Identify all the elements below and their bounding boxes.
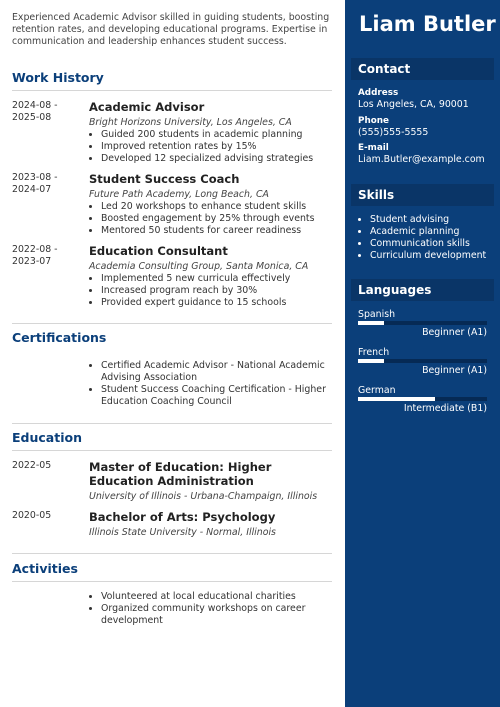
contact-heading: Contact	[358, 62, 411, 76]
list-item: • Organized community workshops on career development	[101, 603, 332, 627]
certifications-heading: Certifications	[12, 330, 107, 345]
language-item	[358, 385, 487, 415]
skills-heading-bar	[351, 184, 494, 206]
email-label: E-mail	[358, 143, 389, 153]
divider	[12, 423, 332, 424]
list-item: • Certified Academic Advisor - National Academic Advising Association	[101, 360, 332, 384]
list-item: • Guided 200 students in academic planning	[101, 129, 332, 141]
degree-title: Bachelor of Arts: Psychology	[89, 510, 276, 524]
contact-heading-bar	[351, 58, 494, 80]
address-value: Los Angeles, CA, 90001	[358, 99, 469, 110]
job-bullets	[89, 273, 332, 309]
list-item: • Mentored 50 students for career readiness	[101, 225, 332, 237]
language-level: Intermediate (B1)	[403, 403, 487, 414]
phone-label: Phone	[358, 116, 389, 126]
language-level: Beginner (A1)	[422, 365, 487, 376]
language-level-fill	[358, 321, 384, 325]
list-item: • Curriculum development	[370, 250, 486, 262]
sidebar	[345, 0, 500, 707]
candidate-name: Liam Butler	[359, 12, 496, 36]
list-item: • Student Success Coaching Certification - Higher Education Coaching Council	[101, 384, 332, 408]
language-level: Beginner (A1)	[422, 327, 487, 338]
job-employer: Academia Consulting Group, Santa Monica, CA	[89, 261, 309, 272]
language-item	[358, 309, 487, 339]
list-item: • Led 20 workshops to enhance student skills	[101, 201, 332, 213]
list-item: • Developed 12 specialized advising strategies	[101, 153, 332, 165]
education-date: 2020-05	[12, 510, 52, 521]
divider	[12, 553, 332, 554]
list-item: • Implemented 5 new curricula effectively	[101, 273, 332, 285]
language-level-bar	[358, 321, 487, 325]
phone-value: (555)555-5555	[358, 127, 429, 138]
job-title: Student Success Coach	[89, 172, 240, 186]
language-level-bar	[358, 359, 487, 363]
work-date: 2023-08 - 2024-07	[12, 172, 58, 195]
list-item: • Communication skills	[370, 238, 486, 250]
job-title: Academic Advisor	[89, 100, 205, 114]
education-heading: Education	[12, 430, 82, 445]
divider	[12, 323, 332, 324]
address-label: Address	[358, 88, 399, 98]
work-date: 2024-08 - 2025-08	[12, 100, 58, 123]
language-item	[358, 347, 487, 377]
list-item: • Provided expert guidance to 15 schools	[101, 297, 332, 309]
profile-summary: Experienced Academic Advisor skilled in guiding students, boosting retention rates, and developing educational programs. Expertise in communication and leadership enhances student success.	[12, 12, 330, 47]
skills-heading: Skills	[358, 188, 395, 202]
divider	[12, 450, 332, 451]
language-name: German	[358, 385, 396, 396]
language-level-fill	[358, 359, 384, 363]
work-history-heading: Work History	[12, 70, 104, 85]
job-employer: Bright Horizons University, Los Angeles, CA	[89, 117, 292, 128]
school-name: Illinois State University - Normal, Illinois	[89, 527, 276, 538]
divider	[12, 90, 332, 91]
job-title: Education Consultant	[89, 244, 228, 258]
list-item: • Improved retention rates by 15%	[101, 141, 332, 153]
work-date: 2022-08 - 2023-07	[12, 244, 58, 267]
email-value: Liam.Butler@example.com	[358, 154, 485, 165]
list-item: • Increased program reach by 30%	[101, 285, 332, 297]
list-item: • Student advising	[370, 214, 486, 226]
skills-list	[358, 214, 486, 262]
list-item: • Volunteered at local educational charities	[101, 591, 332, 603]
school-name: University of Illinois - Urbana-Champaign, Illinois	[89, 491, 318, 502]
language-name: Spanish	[358, 309, 396, 320]
language-level-fill	[358, 397, 435, 401]
degree-title: Master of Education: Higher Education Administration	[89, 460, 272, 488]
job-bullets	[89, 201, 332, 237]
divider	[12, 581, 332, 582]
language-name: French	[358, 347, 390, 358]
languages-heading: Languages	[358, 283, 432, 297]
job-bullets	[89, 129, 332, 165]
list-item: • Academic planning	[370, 226, 486, 238]
languages-heading-bar	[351, 279, 494, 301]
education-date: 2022-05	[12, 460, 52, 471]
job-employer: Future Path Academy, Long Beach, CA	[89, 189, 269, 200]
list-item: • Boosted engagement by 25% through events	[101, 213, 332, 225]
activities-heading: Activities	[12, 561, 78, 576]
language-level-bar	[358, 397, 487, 401]
